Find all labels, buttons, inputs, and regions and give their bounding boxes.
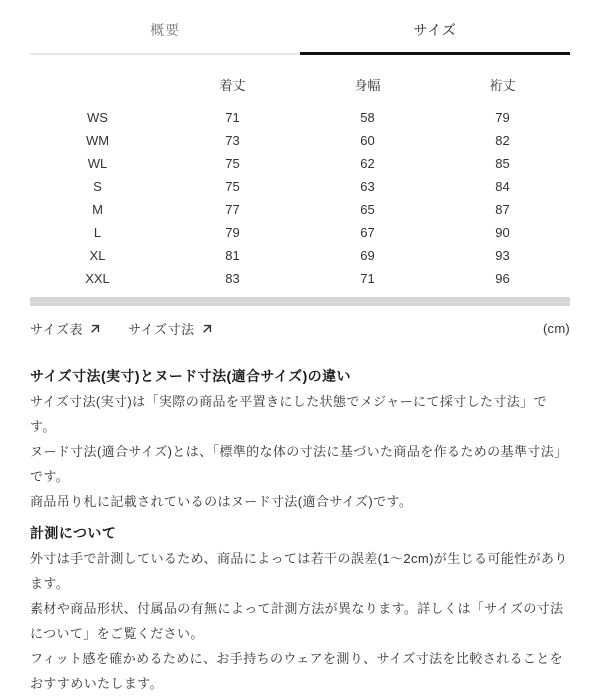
cell-value: 90 [495, 225, 510, 240]
size-table [30, 69, 570, 290]
tab-overview[interactable]: 概要 [30, 20, 300, 55]
column-header-sleeve-length: 裄丈 [489, 78, 516, 93]
tab-bar [30, 20, 570, 55]
cell-value: 67 [360, 225, 375, 240]
size-chart-link-label: サイズ表 [30, 322, 84, 337]
cell-value: 73 [225, 133, 240, 148]
column-header-body-length: 着丈 [219, 78, 246, 93]
cell-value: 79 [495, 110, 510, 125]
tab-size[interactable]: サイズ [300, 20, 570, 55]
section-paragraph: フィット感を確かめるために、お手持ちのウェアを測り、サイズ寸法を比較されることをおすすめいたします。 [30, 651, 564, 691]
cell-value: 60 [360, 133, 375, 148]
cell-value: 71 [360, 271, 375, 286]
cell-value: 75 [225, 156, 240, 171]
cell-value: 65 [360, 202, 375, 217]
section-paragraph: 素材や商品形状、付属品の有無によって計測方法が異なります。詳しくは「サイズの寸法について」をご覧ください。 [30, 601, 564, 641]
column-header-body-width: 身幅 [354, 78, 381, 93]
cell-value: 93 [495, 248, 510, 263]
section-paragraph: 商品吊り札に記載されているのはヌード寸法(適合サイズ)です。 [30, 494, 413, 509]
column-header-empty [30, 69, 165, 106]
size-dimensions-link[interactable] [128, 319, 212, 338]
notes [30, 364, 570, 696]
cell-value: 79 [225, 225, 240, 240]
size-chart-link[interactable] [30, 319, 100, 338]
row-label: WM [85, 133, 110, 148]
row-label: S [93, 179, 102, 194]
cell-value: 81 [225, 248, 240, 263]
cell-value: 83 [225, 271, 240, 286]
horizontal-scrollbar[interactable] [30, 297, 570, 306]
section-size-dimension-difference [30, 364, 570, 514]
size-dimensions-link-label: サイズ寸法 [128, 322, 195, 337]
cell-value: 69 [360, 248, 375, 263]
row-label: XXL [85, 271, 110, 286]
cell-value: 85 [495, 156, 510, 171]
row-label: M [92, 202, 103, 217]
cell-value: 84 [495, 179, 510, 194]
section-paragraph: 外寸は手で計測しているため、商品によっては若干の誤差(1〜2cm)が生じる可能性があります。 [30, 551, 568, 591]
cell-value: 77 [225, 202, 240, 217]
row-label: WL [87, 156, 108, 171]
row-label: WS [87, 110, 108, 125]
section-measurement [30, 521, 570, 696]
cell-value: 96 [495, 271, 510, 286]
row-label: L [93, 225, 102, 240]
cell-value: 75 [225, 179, 240, 194]
unit-label: (cm) [542, 321, 570, 336]
cell-value: 71 [225, 110, 240, 125]
section-heading: サイズ寸法(実寸)とヌード寸法(適合サイズ)の違い [30, 368, 351, 384]
cell-value: 62 [360, 156, 375, 171]
external-link-icon [90, 324, 100, 334]
cell-value: 82 [495, 133, 510, 148]
section-paragraph: ヌード寸法(適合サイズ)とは、「標準的な体の寸法に基づいた商品を作るための基準寸法」です。 [30, 444, 568, 484]
row-label: XL [89, 248, 106, 263]
cell-value: 87 [495, 202, 510, 217]
section-paragraph: サイズ寸法(実寸)は「実際の商品を平置きにした状態でメジャーにて採寸した寸法」です。 [30, 394, 547, 434]
cell-value: 63 [360, 179, 375, 194]
cell-value: 58 [360, 110, 375, 125]
links-row [30, 319, 570, 338]
external-link-icon [202, 324, 212, 334]
section-heading: 計測について [30, 525, 117, 541]
